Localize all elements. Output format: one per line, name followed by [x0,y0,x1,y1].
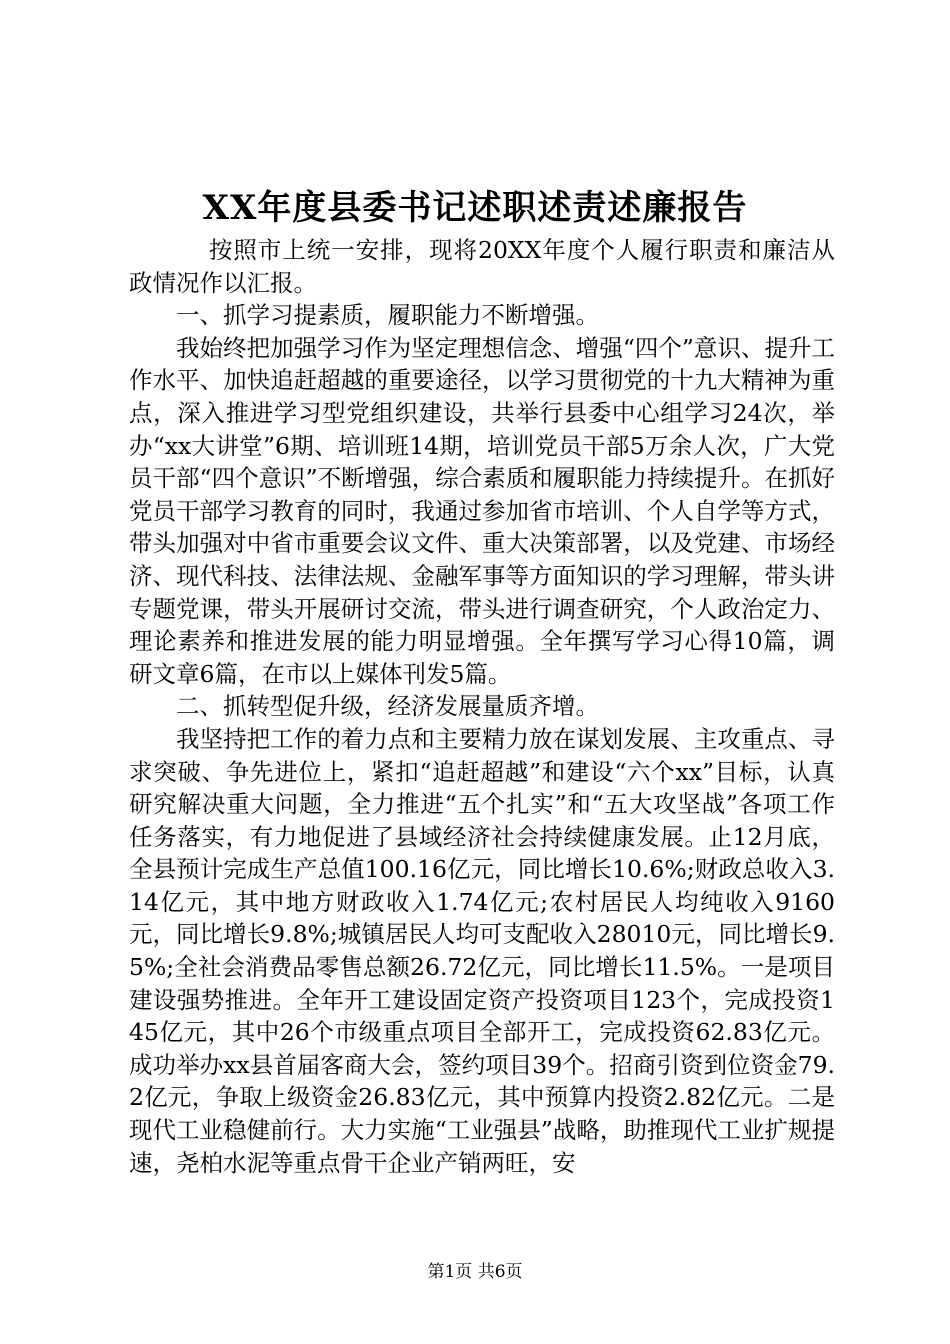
page-number-footer: 第1页 共6页 [427,1262,523,1282]
section-1-paragraph: 我始终把加强学习作为坚定理想信念、增强“四个”意识、提升工作水平、加快追赶超越的重要途径，以学习贯彻党的十九大精神为重点，深入推进学习型党组织建设，共举行县委中心组学习24次，举办“xx大讲堂”6期、培训班14期，培训党员干部5万余人次，广大党员干部“四个意识”不断增强，综合素质和履职能力持续提升。在抓好党员干部学习教育的同时，我通过参加省市培训、个人自学等方式，带头加强对中省市重要会议文件、重大决策部署，以及党建、市场经济、现代科技、法律法规、金融军事等方面知识的学习理解，带头讲专题党课，带头开展研讨交流，带头进行调查研究，个人政治定力、理论素养和推进发展的能力明显增强。全年撰写学习心得10篇，调研文章6篇，在市以上媒体刊发5篇。 [129,333,835,688]
section-2-paragraph: 我坚持把工作的着力点和主要精力放在谋划发展、主攻重点、寻求突破、争先进位上，紧扣“追赶超越”和建设“六个xx”目标，认真研究解决重大问题，全力推进“五个扎实”和“五大攻坚战”各项工作任务落实，有力地促进了县域经济社会持续健康发展。止12月底，全县预计完成生产总值100.16亿元，同比增长10.6%;财政总收入3.14亿元，其中地方财政收入1.74亿元;农村居民人均纯收入9160元，同比增长9.8%;城镇居民人均可支配收入28010元，同比增长9.5%;全社会消费品零售总额26.72亿元，同比增长11.5%。一是项目建设强势推进。全年开工建设固定资产投资项目123个，完成投资145亿元，其中26个市级重点项目全部开工，完成投资62.83亿元。成功举办xx县首届客商大会，签约项目39个。招商引资到位资金79.2亿元，争取上级资金26.83亿元，其中预算内投资2.82亿元。二是现代工业稳健前行。大力实施“工业强县”战略，助推现代工业扩规提速，尧柏水泥等重点骨干企业产销两旺，安 [129,724,835,1177]
intro-paragraph: 按照市上统一安排，现将20XX年度个人履行职责和廉洁从政情况作以汇报。 [129,236,835,297]
section-heading-2: 二、抓转型促升级，经济发展量质齐增。 [176,692,599,721]
document-title: XX年度县委书记述职述责述廉报告 [202,188,748,228]
document-body [129,234,835,1179]
section-heading-1: 一、抓学习提素质，履职能力不断增强。 [176,301,599,330]
